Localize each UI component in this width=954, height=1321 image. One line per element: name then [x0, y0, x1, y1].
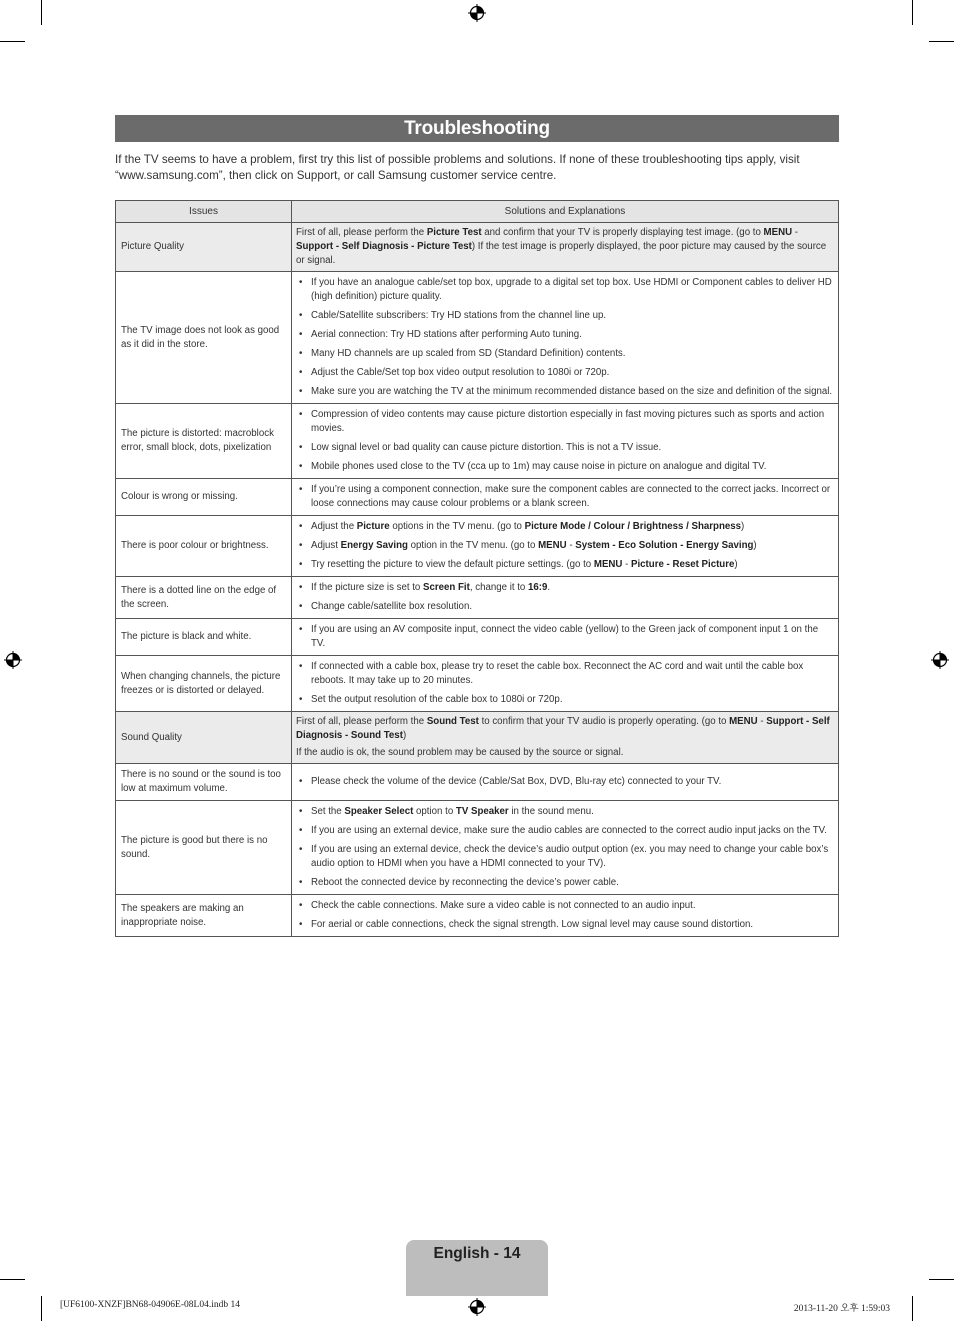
solution-text: If you have an analogue cable/set top box, upgrade to a digital set top box. Use HDMI or Component cables to deliver HD (high definition) picture quality. [311, 277, 832, 302]
solution-text: Change cable/satellite box resolution. [311, 601, 473, 612]
table-header-row [116, 201, 839, 223]
list-item [296, 805, 834, 819]
solution-list [296, 660, 834, 707]
print-timestamp: 2013-11-20 오후 1:59:03 [793, 1304, 890, 1314]
list-item [296, 366, 834, 380]
solution-text: Cable/Satellite subscribers: Try HD stations from the channel line up. [311, 310, 607, 321]
issue-cell: Picture Quality [116, 223, 292, 272]
solution-cell [292, 656, 839, 712]
solution-text: If you’re using a component connection, make sure the component cables are connected to the correct jacks. Incorrect or loose connections may cause colour problems or a blank screen. [311, 484, 831, 509]
issue-cell: The picture is good but there is no sound. [116, 801, 292, 895]
solution-text: If the audio is ok, the sound problem may be caused by the source or signal. [296, 747, 624, 758]
solution-cell [292, 801, 839, 895]
list-item [296, 520, 834, 534]
crop-mark [929, 1279, 954, 1280]
list-item [296, 539, 834, 553]
menu-path-text: MENU [729, 716, 758, 727]
solution-text: If connected with a cable box, please try to reset the cable box. Reconnect the AC cord and wait until the cable box reboots. It may take up to 20 minutes. [311, 661, 804, 686]
list-item [296, 460, 834, 474]
solution-text: Make sure you are watching the TV at the minimum recommended distance based on the size and definition of the signal. [311, 386, 833, 397]
issue-cell: The picture is black and white. [116, 619, 292, 656]
crop-mark [929, 41, 954, 42]
table-row [116, 656, 839, 712]
table-row [116, 272, 839, 404]
solution-text: Reboot the connected device by reconnecting the device’s power cable. [311, 877, 619, 888]
solution-list [296, 483, 834, 511]
crop-mark [912, 1296, 913, 1321]
solution-cell [292, 895, 839, 937]
menu-path-text: Picture - Reset Picture [631, 559, 735, 570]
table-row [116, 404, 839, 479]
page-title: Troubleshooting [115, 115, 839, 142]
menu-path-text: Speaker Select [344, 806, 414, 817]
solution-list [296, 276, 834, 399]
table-row [116, 223, 839, 272]
issue-cell: There is a dotted line on the edge of the screen. [116, 577, 292, 619]
list-item [296, 876, 834, 890]
solution-list [296, 581, 834, 614]
table-row [116, 712, 839, 764]
list-item [296, 899, 834, 913]
solution-paragraph [296, 226, 834, 268]
solution-text: option to [413, 806, 456, 817]
table-row [116, 577, 839, 619]
table-row [116, 801, 839, 895]
list-item [296, 558, 834, 572]
menu-path-text: MENU [538, 540, 567, 551]
solution-text: option in the TV menu. (go to [407, 540, 539, 551]
column-header-issues: Issues [116, 201, 292, 223]
list-item [296, 276, 834, 304]
menu-path-text: 16:9 [528, 582, 548, 593]
issue-cell: Sound Quality [116, 712, 292, 764]
menu-path-text: Screen Fit [423, 582, 470, 593]
solution-list [296, 408, 834, 474]
solution-text: ) [753, 540, 757, 551]
menu-path-text: TV Speaker [455, 806, 509, 817]
table-row [116, 619, 839, 656]
solution-text: - [622, 559, 632, 570]
issue-cell: The TV image does not look as good as it did in the store. [116, 272, 292, 404]
list-item [296, 623, 834, 651]
solution-text: First of all, please perform the [296, 227, 427, 238]
list-item [296, 441, 834, 455]
solution-text: Please check the volume of the device (Cable/Sat Box, DVD, Blu-ray etc) connected to your TV. [311, 776, 722, 787]
table-row [116, 764, 839, 801]
solution-text: and confirm that your TV is properly displaying test image. (go to [481, 227, 764, 238]
solution-text: to confirm that your TV audio is properly operating. (go to [478, 716, 730, 727]
list-item [296, 660, 834, 688]
menu-path-text: Support - Self Diagnosis - Sound Test [296, 716, 830, 741]
solution-text: Aerial connection: Try HD stations after performing Auto tuning. [311, 329, 582, 340]
table-row [116, 516, 839, 577]
crop-mark [0, 41, 25, 42]
list-item [296, 693, 834, 707]
solution-cell [292, 516, 839, 577]
registration-mark-icon [4, 651, 22, 669]
menu-path-text: MENU [593, 559, 623, 570]
list-item [296, 843, 834, 871]
solution-cell [292, 404, 839, 479]
solution-text: For aerial or cable connections, check the signal strength. Low signal level may cause sound distortion. [311, 919, 754, 930]
intro-paragraph: If the TV seems to have a problem, first try this list of possible problems and solutions. If none of these troubleshooting tips apply, visit “www.samsung.com”, then click on Support, or call Samsung customer service centre. [115, 153, 800, 182]
column-header-solutions: Solutions and Explanations [292, 201, 839, 223]
solution-text: - [566, 540, 576, 551]
menu-path-text: MENU [763, 227, 793, 238]
list-item [296, 347, 834, 361]
issue-cell: The speakers are making an inappropriate noise. [116, 895, 292, 937]
list-item [296, 385, 834, 399]
solution-text: Adjust [311, 540, 341, 551]
solution-text: Adjust the [311, 521, 357, 532]
solution-text: Set the [311, 806, 345, 817]
solution-text: ) [741, 521, 745, 532]
crop-mark [41, 0, 42, 25]
troubleshooting-table [115, 200, 839, 937]
registration-mark-icon [468, 4, 486, 22]
menu-path-text: Sound Test [426, 716, 479, 727]
issue-cell: There is no sound or the sound is too low at maximum volume. [116, 764, 292, 801]
issue-cell: When changing channels, the picture freezes or is distorted or delayed. [116, 656, 292, 712]
solution-text: . [547, 582, 551, 593]
crop-mark [0, 1279, 25, 1280]
registration-mark-icon [931, 651, 949, 669]
solution-text: Low signal level or bad quality can cause picture distortion. This is not a TV issue. [311, 442, 662, 453]
list-item [296, 581, 834, 595]
menu-path-text: Energy Saving [340, 540, 408, 551]
issue-cell: There is poor colour or brightness. [116, 516, 292, 577]
list-item [296, 918, 834, 932]
registration-mark-icon [468, 1298, 486, 1316]
solution-text: Check the cable connections. Make sure a video cable is not connected to an audio input. [311, 900, 696, 911]
solution-text: Mobile phones used close to the TV (cca up to 1m) may cause noise in picture on analogue and digital TV. [311, 461, 767, 472]
solution-text: If you are using an external device, make sure the audio cables are connected to the correct audio input jacks on the TV. [311, 825, 827, 836]
solution-text: , change it to [469, 582, 529, 593]
table-row [116, 895, 839, 937]
solution-cell [292, 619, 839, 656]
menu-path-text: Support - Self Diagnosis - Picture Test [296, 241, 472, 252]
solution-cell [292, 272, 839, 404]
solution-text: Try resetting the picture to view the default picture settings. (go to [311, 559, 594, 570]
solution-list [296, 805, 834, 890]
solution-cell [292, 479, 839, 516]
list-item [296, 309, 834, 323]
issue-cell: The picture is distorted: macroblock error, small block, dots, pixelization [116, 404, 292, 479]
solution-list [296, 899, 834, 932]
list-item [296, 483, 834, 511]
solution-text: in the sound menu. [508, 806, 594, 817]
list-item [296, 824, 834, 838]
solution-paragraph [296, 746, 834, 760]
solution-paragraph [296, 715, 834, 743]
solution-text: If you are using an external device, check the device’s audio output option (ex. you may need to change your cable box’s audio option to HDMI when you have a HDMI connected to your TV). [311, 844, 829, 869]
solution-text: Set the output resolution of the cable box to 1080i or 720p. [311, 694, 563, 705]
menu-path-text: Picture Mode / Colour / Brightness / Sharpness [524, 521, 742, 532]
crop-mark [41, 1296, 42, 1321]
solution-text: ) [402, 730, 407, 741]
solution-text: If the picture size is set to [311, 582, 423, 593]
solution-text: - [792, 227, 798, 238]
solution-text: Adjust the Cable/Set top box video output resolution to 1080i or 720p. [311, 367, 610, 378]
solution-list [296, 623, 834, 651]
solution-text: Compression of video contents may cause picture distortion especially in fast moving pictures such as sports and action movies. [311, 409, 825, 434]
solution-text: Many HD channels are up scaled from SD (Standard Definition) contents. [311, 348, 626, 359]
solution-text: options in the TV menu. (go to [389, 521, 525, 532]
solution-text: - [757, 716, 767, 727]
solution-cell [292, 223, 839, 272]
menu-path-text: System - Eco Solution - Energy Saving [575, 540, 754, 551]
solution-cell [292, 577, 839, 619]
solution-text: ) If the test image is properly displayed, the poor picture may caused by the source or signal. [296, 241, 827, 266]
issue-cell: Colour is wrong or missing. [116, 479, 292, 516]
crop-mark [912, 0, 913, 25]
solution-text: First of all, please perform the [296, 716, 427, 727]
solution-text: If you are using an AV composite input, connect the video cable (yellow) to the Green jack of component input 1 on the TV. [311, 624, 819, 649]
table-body [116, 223, 839, 937]
solution-list [296, 775, 834, 789]
page-number: English - 14 [433, 1245, 521, 1262]
menu-path-text: Picture [356, 521, 390, 532]
solution-text: ) [734, 559, 738, 570]
print-file-info: [UF6100-XNZF]BN68-04906E-08L04.indb 14 [60, 1300, 240, 1310]
list-item [296, 775, 834, 789]
solution-cell [292, 764, 839, 801]
solution-list [296, 520, 834, 572]
menu-path-text: Picture Test [426, 227, 482, 238]
list-item [296, 408, 834, 436]
table-row [116, 479, 839, 516]
list-item [296, 600, 834, 614]
solution-cell [292, 712, 839, 764]
list-item [296, 328, 834, 342]
